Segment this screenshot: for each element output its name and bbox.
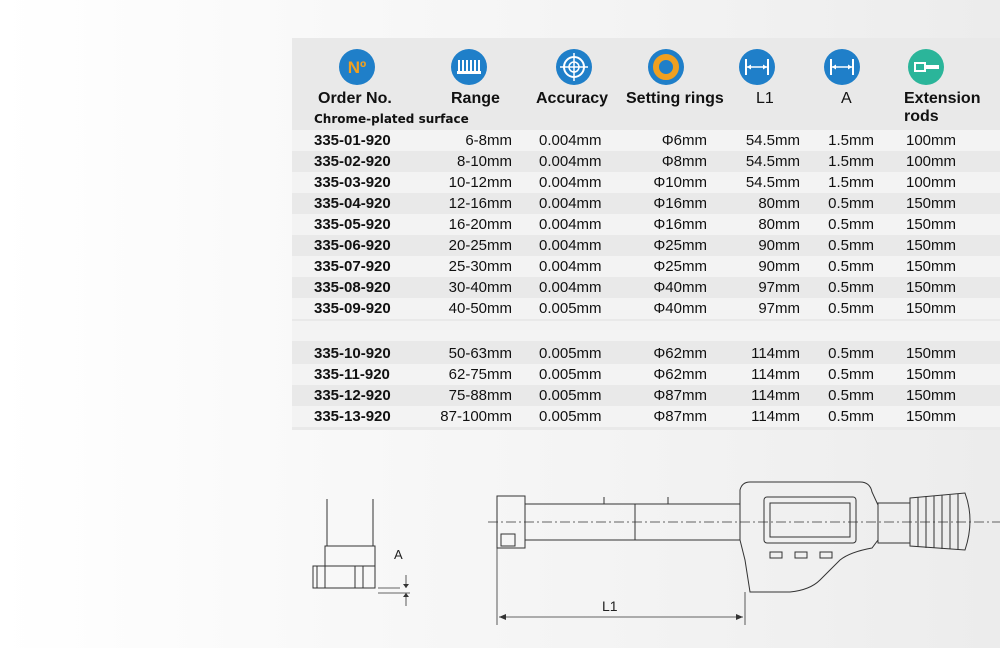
a-cell: 1.5mm xyxy=(828,132,874,149)
order-no-cell: 335-11-920 xyxy=(314,366,390,383)
dimension-a-icon xyxy=(823,48,861,86)
table-row xyxy=(292,277,1000,298)
order-no-cell: 335-07-920 xyxy=(314,258,391,275)
setting-ring-cell: Φ6mm xyxy=(661,132,707,149)
extension-cell: 150mm xyxy=(906,366,957,383)
a-cell: 0.5mm xyxy=(828,300,874,317)
accuracy-cell: 0.005mm xyxy=(539,387,602,404)
accuracy-cell: 0.004mm xyxy=(539,153,602,170)
l1-cell: 114mm xyxy=(751,345,800,362)
range-cell: 10-12mm xyxy=(448,174,512,191)
setting-ring-icon xyxy=(647,48,685,86)
setting-ring-cell: Φ8mm xyxy=(661,153,707,170)
extension-cell: 150mm xyxy=(906,387,957,404)
a-cell: 0.5mm xyxy=(828,237,874,254)
micrometer-technical-drawing xyxy=(300,478,1000,648)
table-row xyxy=(292,298,1000,319)
header-accuracy: Accuracy xyxy=(536,90,609,107)
extension-cell: 150mm xyxy=(906,258,957,275)
accuracy-cell: 0.004mm xyxy=(539,237,602,254)
accuracy-cell: 0.005mm xyxy=(539,366,602,383)
order-no-cell: 335-03-920 xyxy=(314,174,391,191)
range-cell: 8-10mm xyxy=(456,153,512,170)
range-cell: 40-50mm xyxy=(448,300,512,317)
header-rods: rods xyxy=(904,108,939,125)
order-no-cell: 335-08-920 xyxy=(314,279,391,296)
table-row xyxy=(292,193,1000,214)
order-no-cell: 335-02-920 xyxy=(314,153,391,170)
setting-ring-cell: Φ40mm xyxy=(653,300,707,317)
dimension-a-label: A xyxy=(394,547,403,562)
accuracy-cell: 0.005mm xyxy=(539,300,602,317)
a-cell: 0.5mm xyxy=(828,216,874,233)
l1-cell: 80mm xyxy=(758,216,800,233)
extension-cell: 150mm xyxy=(906,237,957,254)
setting-ring-cell: Φ25mm xyxy=(653,258,707,275)
l1-cell: 114mm xyxy=(751,408,800,425)
order-no-cell: 335-01-920 xyxy=(314,132,391,149)
header-range: Range xyxy=(451,90,500,107)
accuracy-cell: 0.005mm xyxy=(539,345,602,362)
number-icon-text: Nº xyxy=(347,58,367,77)
l1-cell: 80mm xyxy=(758,195,800,212)
range-cell: 75-88mm xyxy=(448,387,512,404)
l1-cell: 97mm xyxy=(758,300,800,317)
extension-cell: 150mm xyxy=(906,300,957,317)
table-row xyxy=(292,406,1000,427)
spec-table-panel xyxy=(292,38,1000,430)
l1-cell: 97mm xyxy=(758,279,800,296)
range-cell: 20-25mm xyxy=(448,237,512,254)
setting-ring-cell: Φ62mm xyxy=(653,366,707,383)
setting-ring-cell: Φ16mm xyxy=(653,216,707,233)
l1-cell: 90mm xyxy=(758,258,800,275)
setting-ring-cell: Φ25mm xyxy=(653,237,707,254)
extension-cell: 100mm xyxy=(906,153,957,170)
table-row xyxy=(292,130,1000,151)
l1-cell: 90mm xyxy=(758,237,800,254)
extension-cell: 150mm xyxy=(906,345,957,362)
accuracy-cell: 0.004mm xyxy=(539,216,602,233)
l1-cell: 54.5mm xyxy=(745,153,800,170)
range-cell: 50-63mm xyxy=(448,345,512,362)
setting-ring-cell: Φ16mm xyxy=(653,195,707,212)
header-a: A xyxy=(841,90,852,107)
micrometer-body xyxy=(488,482,1000,625)
table-row xyxy=(292,256,1000,277)
header-extension: Extension xyxy=(904,90,981,107)
extension-cell: 150mm xyxy=(906,195,957,212)
dimension-l1-label: L1 xyxy=(602,598,618,614)
length-l1-icon xyxy=(738,48,776,86)
l1-cell: 54.5mm xyxy=(745,132,800,149)
accuracy-cell: 0.004mm xyxy=(539,132,602,149)
accuracy-crosshair-icon xyxy=(555,48,593,86)
extension-cell: 100mm xyxy=(906,174,957,191)
a-cell: 0.5mm xyxy=(828,279,874,296)
setting-ring-cell: Φ87mm xyxy=(653,408,707,425)
table-row xyxy=(292,235,1000,256)
table-spacer-row xyxy=(292,321,1000,341)
setting-ring-cell: Φ40mm xyxy=(653,279,707,296)
accuracy-cell: 0.004mm xyxy=(539,195,602,212)
l1-cell: 114mm xyxy=(751,366,800,383)
table-row xyxy=(292,214,1000,235)
header-order-no: Order No. xyxy=(318,90,392,107)
range-cell: 30-40mm xyxy=(448,279,512,296)
setting-ring-cell: Φ10mm xyxy=(653,174,707,191)
extension-rod-icon xyxy=(907,48,945,86)
a-cell: 1.5mm xyxy=(828,153,874,170)
order-no-cell: 335-13-920 xyxy=(314,408,391,425)
extension-cell: 150mm xyxy=(906,216,957,233)
table-row xyxy=(292,172,1000,193)
range-cell: 25-30mm xyxy=(448,258,512,275)
l1-cell: 114mm xyxy=(751,387,800,404)
table-row xyxy=(292,343,1000,364)
header-setting-rings: Setting rings xyxy=(626,90,724,107)
l1-cell: 54.5mm xyxy=(745,174,800,191)
accuracy-cell: 0.004mm xyxy=(539,279,602,296)
setting-ring-cell: Φ62mm xyxy=(653,345,707,362)
table-row xyxy=(292,151,1000,172)
order-no-cell: 335-06-920 xyxy=(314,237,391,254)
setting-ring-cell: Φ87mm xyxy=(653,387,707,404)
range-cell: 87-100mm xyxy=(440,408,512,425)
range-cell: 16-20mm xyxy=(448,216,512,233)
header-icon-row xyxy=(292,44,1000,90)
order-no-cell: 335-09-920 xyxy=(314,300,391,317)
a-cell: 0.5mm xyxy=(828,366,874,383)
table-row xyxy=(292,364,1000,385)
table-row xyxy=(292,385,1000,406)
a-cell: 1.5mm xyxy=(828,174,874,191)
number-sign-icon xyxy=(338,48,376,86)
extension-cell: 150mm xyxy=(906,279,957,296)
a-cell: 0.5mm xyxy=(828,408,874,425)
range-cell: 62-75mm xyxy=(448,366,512,383)
range-cell: 6-8mm xyxy=(465,132,512,149)
header-l1: L1 xyxy=(756,90,774,107)
accuracy-cell: 0.004mm xyxy=(539,174,602,191)
order-no-cell: 335-10-920 xyxy=(314,345,391,362)
a-cell: 0.5mm xyxy=(828,387,874,404)
range-comb-icon xyxy=(450,48,488,86)
extension-cell: 100mm xyxy=(906,132,957,149)
accuracy-cell: 0.004mm xyxy=(539,258,602,275)
order-no-cell: 335-04-920 xyxy=(314,195,391,212)
range-cell: 12-16mm xyxy=(448,195,512,212)
subtitle-chrome-plated: Chrome-plated surface xyxy=(314,112,469,126)
a-cell: 0.5mm xyxy=(828,345,874,362)
order-no-cell: 335-05-920 xyxy=(314,216,391,233)
a-cell: 0.5mm xyxy=(828,258,874,275)
a-cell: 0.5mm xyxy=(828,195,874,212)
extension-cell: 150mm xyxy=(906,408,957,425)
accuracy-cell: 0.005mm xyxy=(539,408,602,425)
order-no-cell: 335-12-920 xyxy=(314,387,391,404)
